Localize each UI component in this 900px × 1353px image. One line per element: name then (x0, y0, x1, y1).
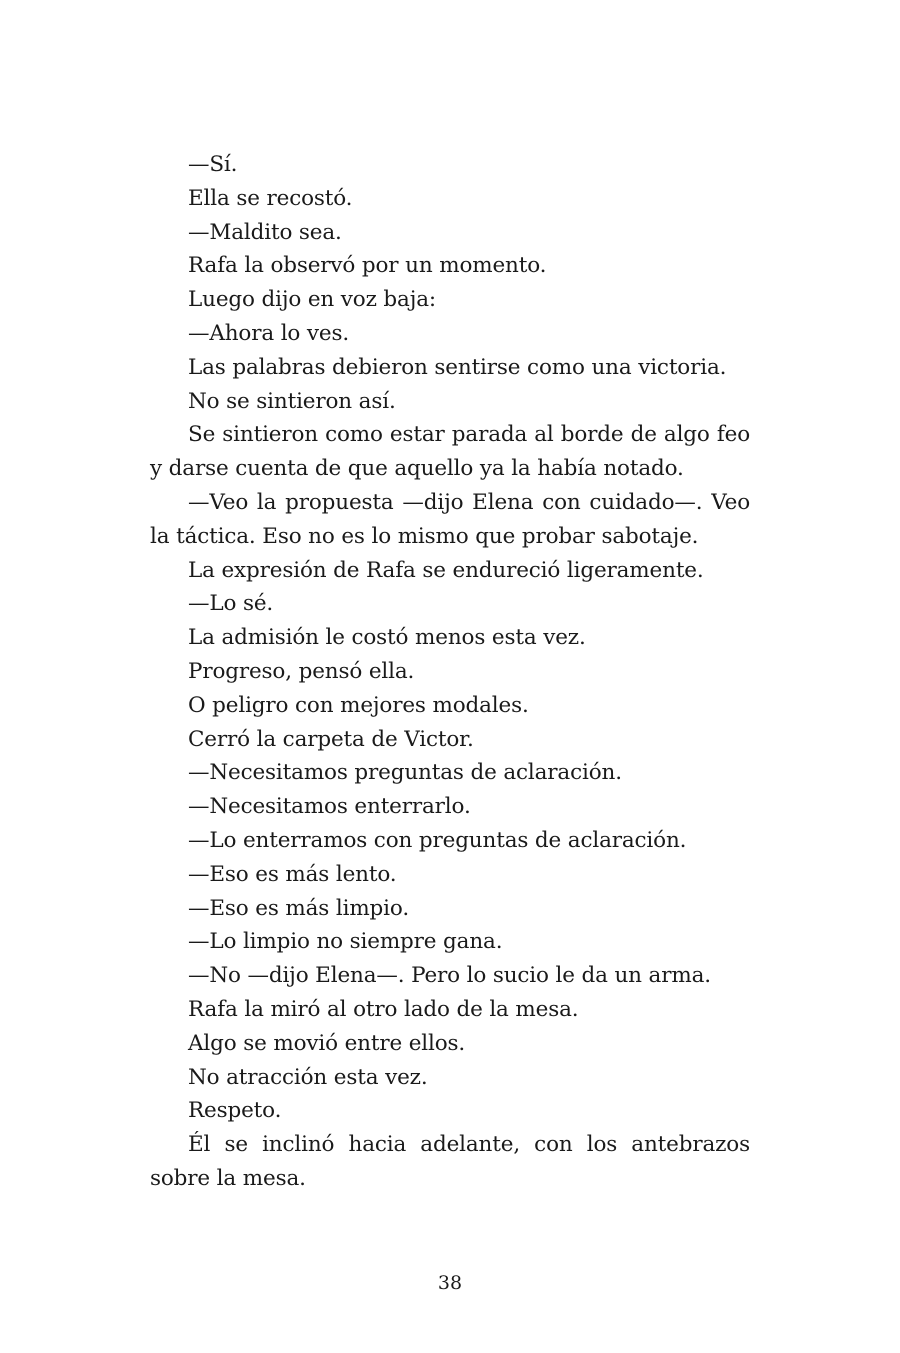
paragraph: O peligro con mejores modales. (188, 692, 529, 718)
body-text (150, 148, 750, 1196)
paragraph: —Veo la propuesta —dijo Elena con cuidado—. Veo la táctica. Eso no es lo mismo que probar sabotaje. (150, 489, 750, 549)
paragraph: —Lo limpio no siempre gana. (188, 929, 503, 955)
paragraph: Luego dijo en voz baja: (188, 287, 436, 313)
paragraph: —No —dijo Elena—. Pero lo sucio le da un arma. (188, 963, 711, 989)
paragraph: —Eso es más limpio. (188, 895, 409, 921)
paragraph: No se sintieron así. (188, 388, 396, 414)
paragraph: —Ahora lo ves. (188, 320, 350, 346)
paragraph: —Lo enterramos con preguntas de aclaración. (188, 827, 687, 853)
paragraph: Ella se recostó. (188, 185, 353, 211)
paragraph: Respeto. (188, 1098, 282, 1124)
paragraph: —Lo sé. (188, 591, 274, 617)
paragraph: La expresión de Rafa se endureció ligeramente. (188, 557, 704, 583)
paragraph: Rafa la miró al otro lado de la mesa. (188, 996, 579, 1022)
paragraph: La admisión le costó menos esta vez. (188, 625, 586, 651)
paragraph: —Maldito sea. (188, 219, 342, 245)
paragraph: Él se inclinó hacia adelante, con los antebrazos sobre la mesa. (150, 1132, 750, 1191)
paragraph: —Necesitamos enterrarlo. (188, 794, 471, 820)
page-number: 38 (437, 1272, 463, 1294)
paragraph: Las palabras debieron sentirse como una victoria. (188, 354, 727, 380)
paragraph: Cerró la carpeta de Victor. (188, 726, 474, 752)
paragraph: —Necesitamos preguntas de aclaración. (188, 760, 622, 786)
paragraph: Progreso, pensó ella. (188, 658, 415, 684)
paragraph: Se sintieron como estar parada al borde de algo feo y darse cuenta de que aquello ya la había notado. (150, 422, 750, 482)
paragraph: No atracción esta vez. (188, 1064, 428, 1090)
paragraph: —Eso es más lento. (188, 861, 397, 887)
paragraph: Rafa la observó por un momento. (188, 253, 547, 279)
paragraph: Algo se movió entre ellos. (188, 1030, 466, 1056)
paragraph: —Sí. (188, 152, 238, 177)
